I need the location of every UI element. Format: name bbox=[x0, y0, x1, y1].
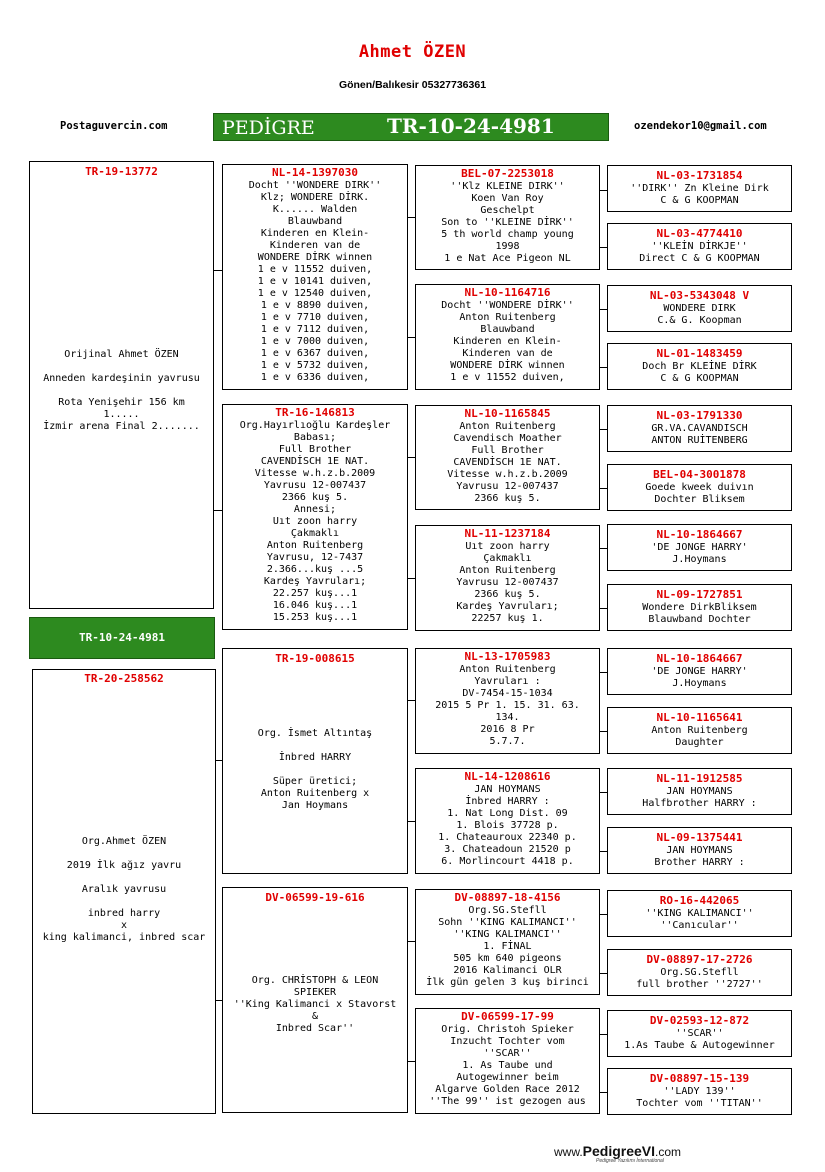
sire-ring: TR-19-13772 bbox=[85, 165, 158, 178]
connector-line bbox=[600, 792, 607, 793]
email-text: ozendekor10@gmail.com bbox=[634, 120, 767, 132]
gen4-box bbox=[607, 1010, 792, 1057]
connector-line bbox=[600, 973, 607, 974]
connector-line bbox=[600, 1034, 607, 1035]
gen3-notes: Org.SG.Stefll Sohn ''KING KALIMANCI'' ''KING KALIMANCI'' 1. FİNAL 505 km 640 pigeons 2016 Kalimanci OLR İlk gün gelen 3 kuş birinci bbox=[426, 905, 589, 988]
gen3-box bbox=[415, 165, 600, 270]
gen3-ring: NL-13-1705983 bbox=[464, 650, 551, 663]
gen4-box bbox=[607, 768, 792, 815]
gen4-ring: NL-03-4774410 bbox=[656, 227, 743, 240]
gen4-ring: NL-01-1483459 bbox=[656, 347, 743, 360]
gen4-ring: BEL-04-3001878 bbox=[653, 468, 746, 481]
gen3-notes: JAN HOYMANS İnbred HARRY : 1. Nat Long Dist. 09 1. Blois 37728 p. 1. Chateauroux 22340 p. 3. Chateadoun 21520 p 6. Morlincourt 4418 p. bbox=[438, 784, 577, 867]
connector-line bbox=[408, 1061, 415, 1062]
gen4-box bbox=[607, 707, 792, 754]
connector-line bbox=[600, 851, 607, 852]
gen2-notes: Org. İsmet Altıntaş İnbred HARRY Süper üretici; Anton Ruitenberg x Jan Hoymans bbox=[257, 728, 373, 811]
gen4-ring: DV-02593-12-872 bbox=[649, 1014, 750, 1027]
gen2-ring: TR-16-146813 bbox=[275, 406, 355, 419]
gen3-ring: DV-08897-18-4156 bbox=[454, 891, 561, 904]
logo-prefix: www. bbox=[554, 1145, 583, 1159]
pedigree-banner bbox=[213, 113, 609, 141]
gen4-notes: ''SCAR'' 1.As Taube & Autogewinner bbox=[624, 1028, 775, 1051]
gen4-notes: Org.SG.Stefll full brother ''2727'' bbox=[636, 967, 763, 990]
connector-line bbox=[408, 941, 415, 942]
banner-word: PEDİGRE bbox=[222, 117, 315, 139]
connector-line bbox=[408, 337, 415, 338]
gen4-ring: NL-10-1864667 bbox=[656, 652, 743, 665]
gen4-box bbox=[607, 584, 792, 631]
logo-suffix: .com bbox=[655, 1145, 682, 1159]
gen2-notes: Docht ''WONDERE DIRK'' Klz; WONDERE DİRK. K...... Walden Blauwband Kinderen en Klein- Kinderen van de WONDERE DİRK winnen 1 e v 11552 duiven, 1 e v 10141 duiven, 1 e v 12540 duiven, 1 e v 8890 duiven, 1 e v 7710 duiven, 1 e v 7112 duiven, 1 e v 7000 duiven, 1 e v 6367 duiven, 1 e v 5732 duiven, 1 e v 6336 duiven, bbox=[248, 180, 382, 383]
gen3-ring: BEL-07-2253018 bbox=[461, 167, 554, 180]
connector-line bbox=[600, 190, 607, 191]
connector-line bbox=[600, 608, 607, 609]
gen2-ring: DV-06599-19-616 bbox=[265, 891, 365, 904]
gen4-box bbox=[607, 524, 792, 571]
gen4-ring: NL-03-1731854 bbox=[656, 169, 743, 182]
subject-ring-badge: TR-10-24-4981 bbox=[29, 617, 215, 659]
gen2-ring: TR-19-008615 bbox=[275, 652, 355, 665]
gen3-notes: Anton Ruitenberg Yavruları : DV-7454-15-1034 2015 5 Pr 1. 15. 31. 63. 134. 2016 8 Pr 5.7.7. bbox=[435, 664, 580, 747]
gen2-ring: NL-14-1397030 bbox=[271, 166, 359, 179]
connector-line bbox=[214, 270, 222, 271]
gen4-notes: 'DE JONGE HARRY' J.Hoymans bbox=[651, 542, 748, 565]
gen2-notes: Org.Hayırlıoğlu Kardeşler Babası; Full Brother CAVENDİSCH 1E NAT. Vitesse w.h.z.b.2009 Yavrusu 12-007437 2366 kuş 5. Annesi; Uıt zoon harry Çakmaklı Anton Ruitenberg Yavrusu, 12-7437 2.366...kuş ...5 Kardeş Yavruları; 22.257 kuş...1 16.046 kuş...1 15.253 kuş...1 bbox=[239, 420, 391, 623]
pedigreevi-logo bbox=[554, 1143, 682, 1164]
gen4-notes: Doch Br KLEİNE DİRK C & G KOOPMAN bbox=[642, 361, 757, 384]
connector-line bbox=[600, 247, 607, 248]
connector-line bbox=[408, 217, 415, 218]
gen4-box bbox=[607, 1068, 792, 1115]
connector-line bbox=[600, 367, 607, 368]
gen2-box bbox=[222, 404, 408, 630]
gen4-notes: GR.VA.CAVANDISCH ANTON RUİTENBERG bbox=[651, 423, 748, 446]
gen4-ring: NL-09-1375441 bbox=[656, 831, 743, 844]
gen4-ring: NL-03-1791330 bbox=[656, 409, 743, 422]
gen4-notes: ''LADY 139'' Tochter vom ''TITAN'' bbox=[636, 1086, 763, 1109]
sire-notes: Orijinal Ahmet ÖZEN Anneden kardeşinin yavrusu Rota Yenişehir 156 km 1..... İzmir arena Final 2....... bbox=[43, 349, 200, 432]
gen4-box bbox=[607, 827, 792, 874]
connector-line bbox=[408, 821, 415, 822]
gen3-ring: NL-11-1237184 bbox=[464, 527, 551, 540]
gen3-notes: ''Klz KLEINE DIRK'' Koen Van Roy Geschelpt Son to ''KLEINE DİRK'' 5 th world champ young 1998 1 e Nat Ace Pigeon NL bbox=[441, 181, 574, 264]
gen4-ring: NL-10-1864667 bbox=[656, 528, 743, 541]
gen3-ring: NL-10-1165845 bbox=[464, 407, 551, 420]
connector-line bbox=[600, 731, 607, 732]
gen4-ring: DV-08897-17-2726 bbox=[646, 953, 753, 966]
connector-line bbox=[600, 429, 607, 430]
gen2-box bbox=[222, 164, 408, 390]
connector-line bbox=[600, 672, 607, 673]
gen3-ring: NL-10-1164716 bbox=[464, 286, 551, 299]
logo-subtitle: Pedigree Yazılımı İnternational bbox=[596, 1158, 664, 1164]
gen4-box bbox=[607, 405, 792, 452]
gen3-ring: DV-06599-17-99 bbox=[461, 1010, 554, 1023]
gen2-box bbox=[222, 887, 408, 1113]
gen4-box bbox=[607, 285, 792, 332]
gen3-box bbox=[415, 284, 600, 390]
gen3-box bbox=[415, 1008, 600, 1114]
gen4-ring: NL-11-1912585 bbox=[656, 772, 743, 785]
gen3-notes: Anton Ruitenberg Cavendisch Moather Full Brother CAVENDİSCH 1E NAT. Vitesse w.h.z.b.2009 Yavrusu 12-007437 2366 kuş 5. bbox=[447, 421, 568, 504]
connector-line bbox=[214, 510, 222, 511]
gen3-notes: Orig. Christoh Spieker Inzucht Tochter vom ''SCAR'' 1. As Taube und Autogewinner beim Algarve Golden Race 2012 ''The 99'' ist gezogen aus bbox=[429, 1024, 586, 1107]
connector-line bbox=[600, 1092, 607, 1093]
gen4-notes: JAN HOYMANS Halfbrother HARRY : bbox=[642, 786, 757, 809]
connector-line bbox=[600, 488, 607, 489]
connector-line bbox=[216, 760, 222, 761]
gen4-box bbox=[607, 648, 792, 695]
connector-line bbox=[408, 457, 415, 458]
gen3-notes: Docht ''WONDERE DİRK'' Anton Ruitenberg Blauwband Kinderen en Klein- Kinderen van de WONDERE DİRK winnen 1 e v 11552 duiven, bbox=[441, 300, 574, 383]
gen4-ring: NL-10-1165641 bbox=[656, 711, 743, 724]
gen3-box bbox=[415, 525, 600, 631]
gen4-box bbox=[607, 165, 792, 212]
connector-line bbox=[216, 1000, 222, 1001]
gen4-notes: Wondere DirkBliksem Blauwband Dochter bbox=[642, 602, 757, 625]
connector-line bbox=[600, 548, 607, 549]
gen3-box bbox=[415, 648, 600, 754]
connector-line bbox=[600, 309, 607, 310]
gen3-box bbox=[415, 768, 600, 874]
gen4-ring: NL-09-1727851 bbox=[656, 588, 743, 601]
gen4-box bbox=[607, 464, 792, 511]
dam-ring: TR-20-258562 bbox=[84, 672, 164, 685]
gen3-ring: NL-14-1208616 bbox=[464, 770, 551, 783]
gen4-notes: WONDERE DIRK C.& G. Koopman bbox=[657, 303, 742, 326]
owner-location-phone: Gönen/Balıkesir 05327736361 bbox=[338, 79, 487, 91]
website-text: Postaguvercin.com bbox=[60, 120, 168, 132]
gen4-ring: DV-08897-15-139 bbox=[649, 1072, 750, 1085]
gen4-box bbox=[607, 949, 792, 996]
dam-box bbox=[32, 669, 216, 1114]
gen4-notes: ''DIRK'' Zn Kleine Dirk C & G KOOPMAN bbox=[630, 183, 769, 206]
gen4-ring: NL-03-5343048 V bbox=[649, 289, 750, 302]
gen4-notes: 'DE JONGE HARRY' J.Hoymans bbox=[651, 666, 748, 689]
connector-line bbox=[408, 700, 415, 701]
gen4-notes: ''KLEİN DİRKJE'' Direct C & G KOOPMAN bbox=[639, 241, 760, 264]
dam-notes: Org.Ahmet ÖZEN 2019 İlk ağız yavru Aralık yavrusu inbred harry x king kalimanci, inbred scar bbox=[42, 836, 206, 943]
gen4-box bbox=[607, 223, 792, 270]
gen3-notes: Uıt zoon harry Çakmaklı Anton Ruitenberg Yavrusu 12-007437 2366 kuş 5. Kardeş Yavruları; 22257 kuş 1. bbox=[456, 541, 559, 624]
connector-line bbox=[600, 914, 607, 915]
gen4-box bbox=[607, 890, 792, 937]
gen2-notes: Org. CHRİSTOPH & LEON SPIEKER ''King Kalimanci x Stavorst & Inbred Scar'' bbox=[233, 975, 397, 1034]
logo-main: PedigreeVI bbox=[582, 1143, 656, 1159]
connector-line bbox=[408, 578, 415, 579]
owner-name: Ahmet ÖZEN bbox=[358, 42, 467, 62]
gen3-box bbox=[415, 405, 600, 510]
gen3-box bbox=[415, 889, 600, 995]
gen2-box bbox=[222, 648, 408, 874]
gen4-notes: JAN HOYMANS Brother HARRY : bbox=[654, 845, 745, 868]
gen4-notes: ''KING KALIMANCI'' ''Canıcular'' bbox=[645, 908, 754, 931]
gen4-ring: RO-16-442065 bbox=[659, 894, 740, 907]
banner-ring: TR-10-24-4981 bbox=[387, 114, 555, 138]
gen4-notes: Goede kweek duivın Dochter Bliksem bbox=[645, 482, 754, 505]
gen4-notes: Anton Ruitenberg Daughter bbox=[651, 725, 748, 748]
gen4-box bbox=[607, 343, 792, 390]
sire-box bbox=[29, 161, 214, 609]
